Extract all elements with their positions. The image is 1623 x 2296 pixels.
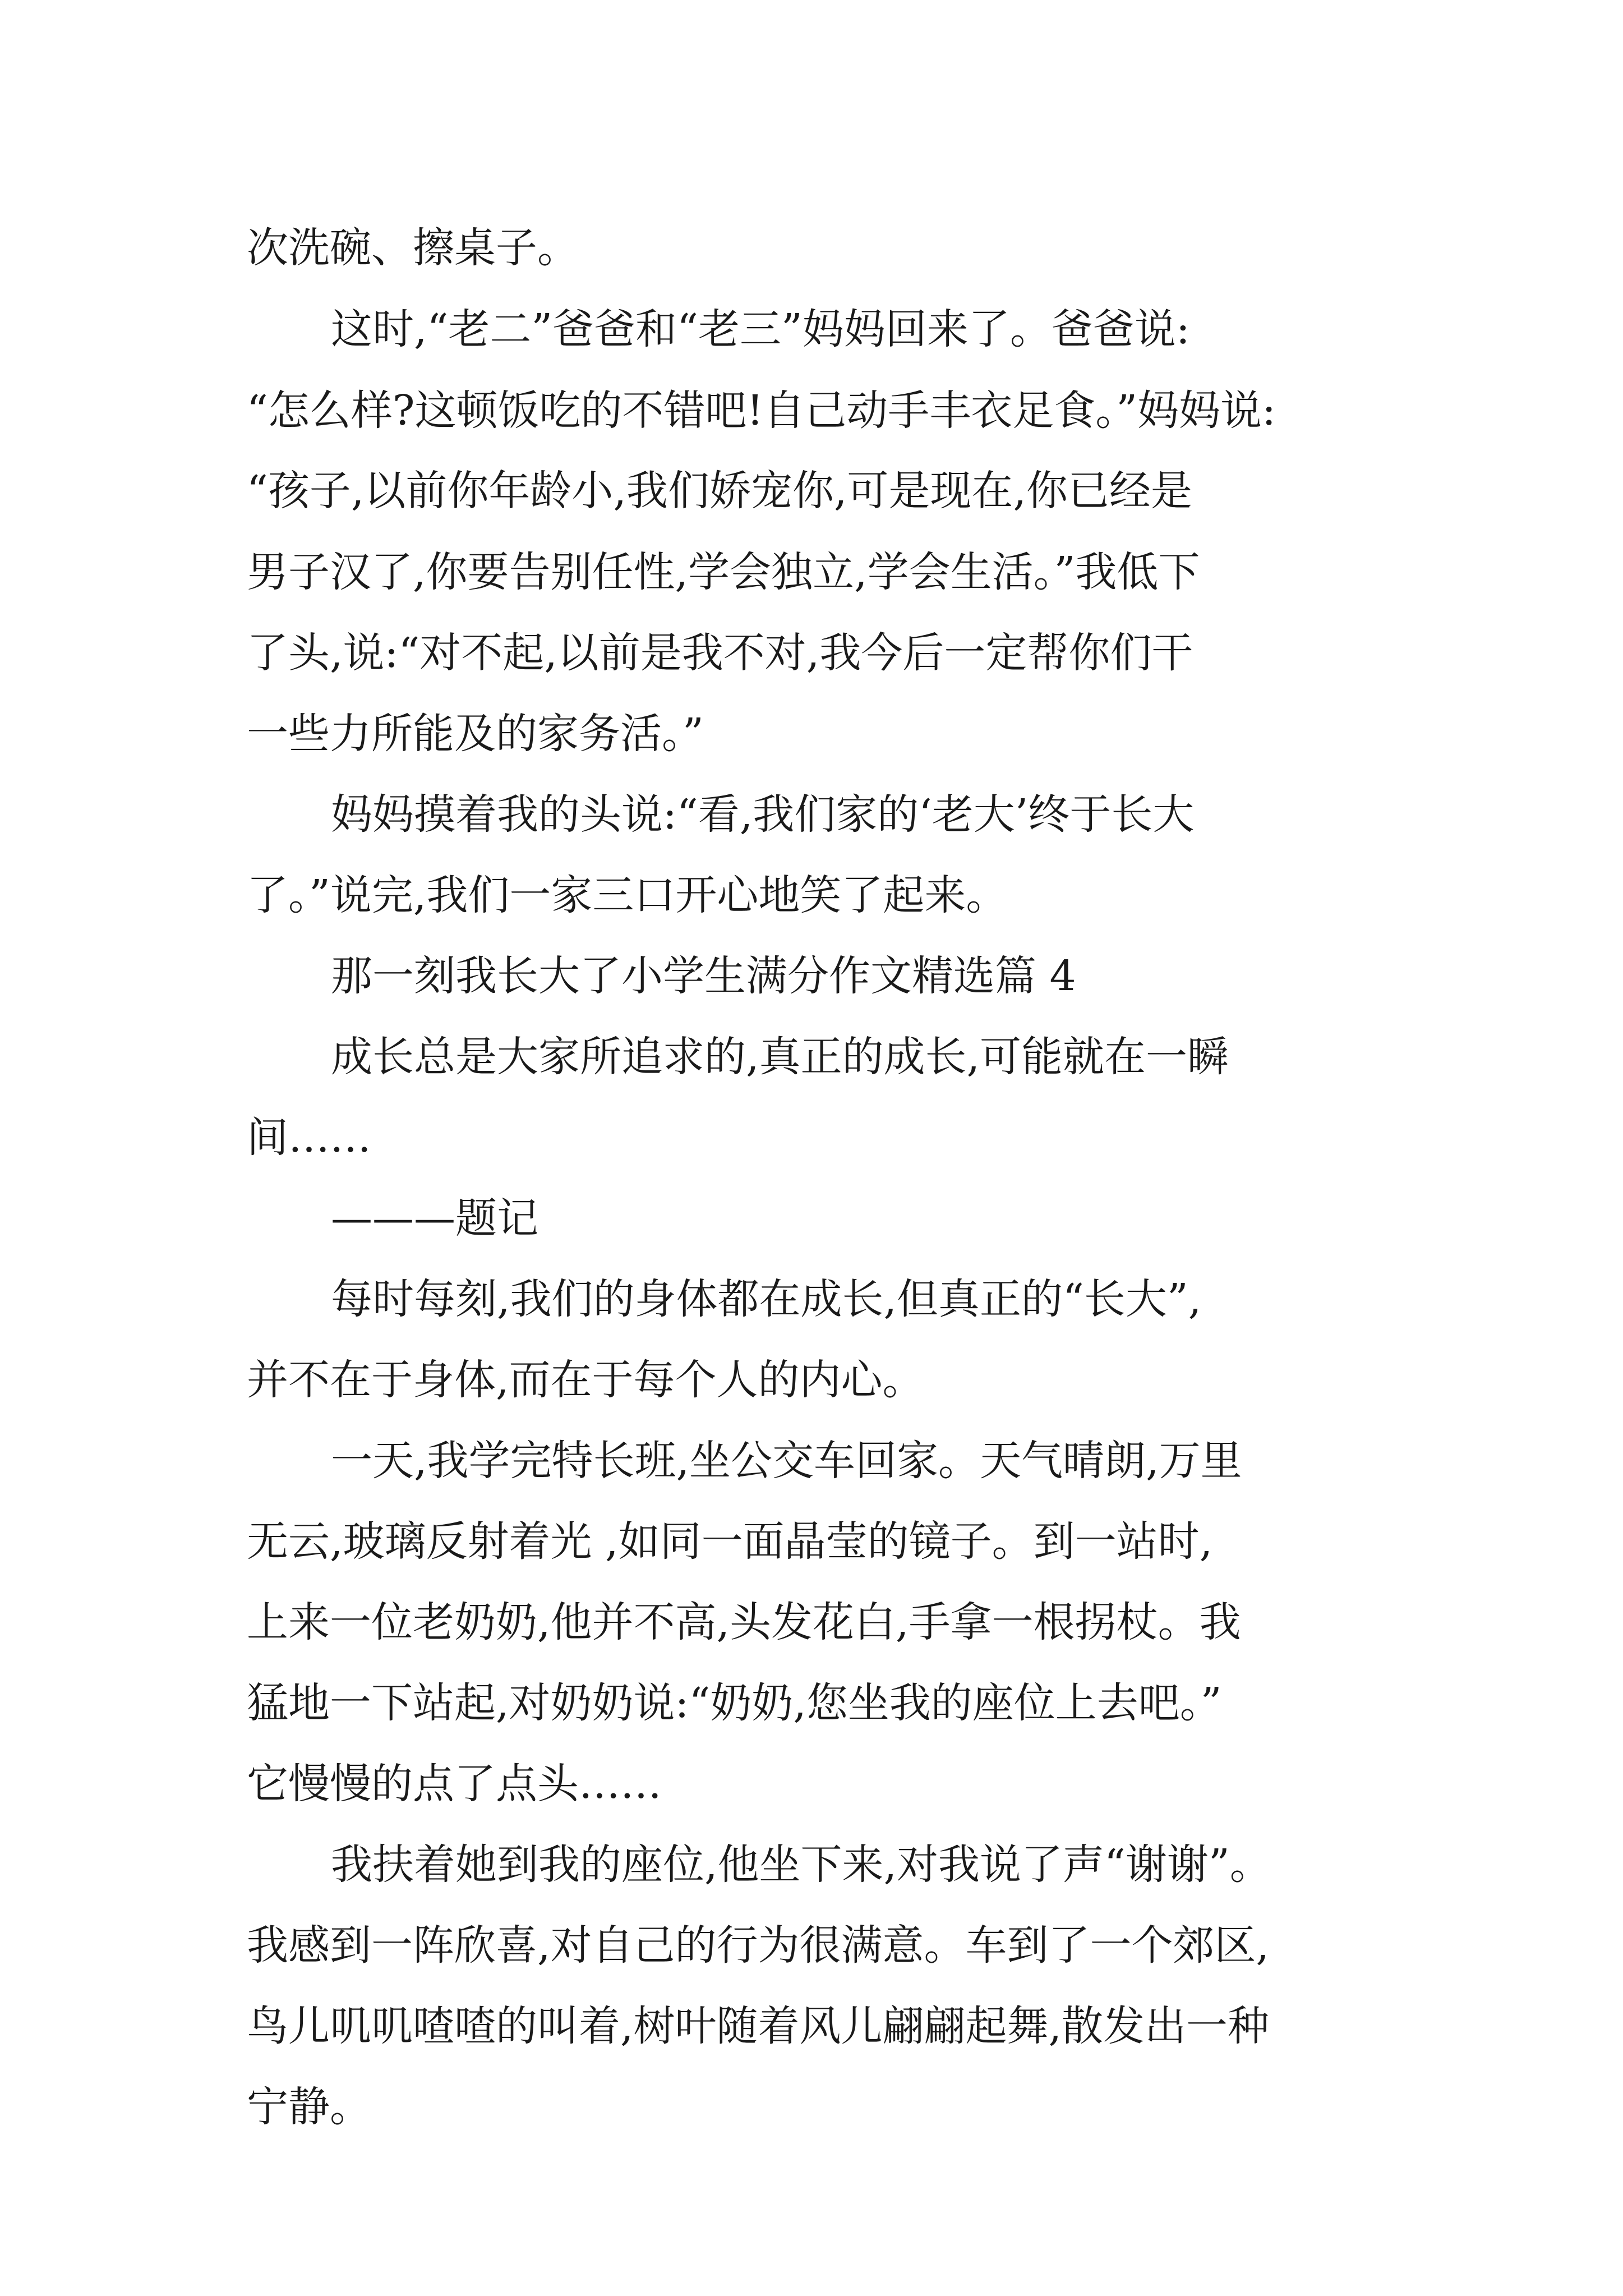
text-line: 间…… — [247, 1114, 371, 1162]
text-line: 了头,说:“对不起,以前是我不对,我今后一定帮你们干 — [247, 629, 1193, 677]
epigraph-note: ———题记 — [331, 1194, 538, 1243]
paragraph-start: 这时,“老二”爸爸和“老三”妈妈回来了。爸爸说: — [331, 305, 1190, 353]
paragraph-start: 成长总是大家所追求的,真正的成长,可能就在一瞬 — [331, 1033, 1229, 1081]
text-line: 它慢慢的点了点头…… — [247, 1760, 662, 1808]
text-line: 我感到一阵欣喜,对自己的行为很满意。车到了一个郊区, — [247, 1921, 1270, 1970]
text-line: 并不在于身体,而在于每个人的内心。 — [247, 1356, 924, 1404]
text-line: “怎么样?这顿饭吃的不错吧!自己动手丰衣足食。”妈妈说: — [247, 386, 1276, 435]
text-line: 无云,玻璃反射着光 ,如同一面晶莹的镜子。到一站时, — [247, 1517, 1213, 1566]
text-line: 鸟儿叽叽喳喳的叫着,树叶随着风儿翩翩起舞,散发出一种 — [247, 2002, 1270, 2050]
paragraph-start: 妈妈摸着我的头说:“看,我们家的‘老大’终于长大 — [331, 790, 1195, 839]
text-line: 上来一位老奶奶,他并不高,头发花白,手拿一根拐杖。我 — [247, 1598, 1241, 1646]
text-line: 猛地一下站起,对奶奶说:“奶奶,您坐我的座位上去吧。” — [247, 1679, 1222, 1727]
text-line: 了。”说完,我们一家三口开心地笑了起来。 — [247, 871, 1008, 919]
paragraph-start: 一天,我学完特长班,坐公交车回家。天气晴朗,万里 — [331, 1437, 1242, 1485]
text-line: “孩子,以前你年龄小,我们娇宠你,可是现在,你已经是 — [247, 467, 1192, 515]
paragraph-start: 每时每刻,我们的身体都在成长,但真正的“长大”, — [331, 1275, 1202, 1323]
paragraph-start: 我扶着她到我的座位,他坐下来,对我说了声“谢谢”。 — [331, 1841, 1271, 1889]
text-line: 一些力所能及的家务活。” — [247, 710, 704, 758]
section-heading: 那一刻我长大了小学生满分作文精选篇 4 — [331, 952, 1076, 1000]
text-line: 男子汉了,你要告别任性,学会独立,学会生活。”我低下 — [247, 548, 1200, 596]
text-line: 宁静。 — [247, 2083, 371, 2131]
text-line: 次洗碗、擦桌子。 — [247, 224, 579, 272]
